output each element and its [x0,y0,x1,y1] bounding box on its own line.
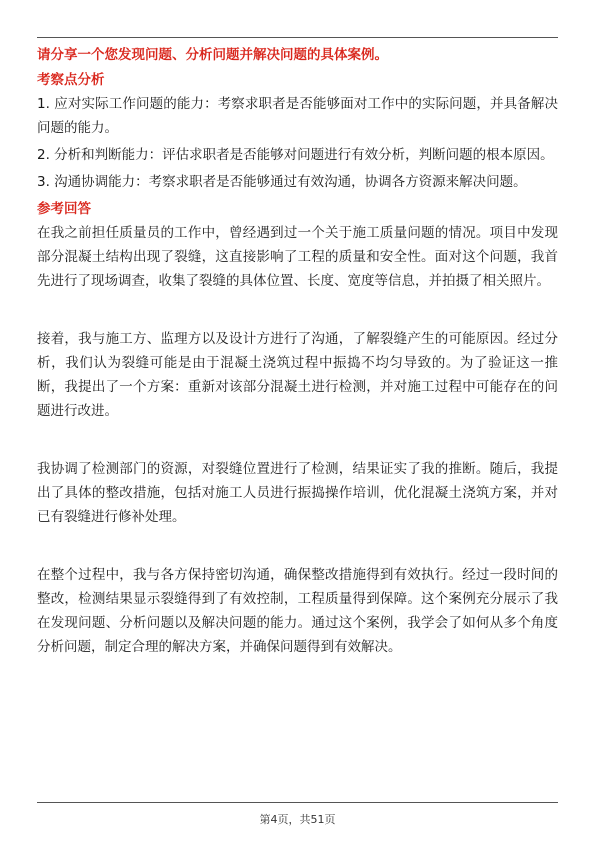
analysis-heading: 考察点分析 [37,72,105,88]
header-divider [37,37,558,38]
question-title: 请分享一个您发现问题、分析问题并解决问题的具体案例。 [37,47,388,63]
analysis-point: 2. 分析和判断能力：评估求职者是否能够对问题进行有效分析，判断问题的根本原因。 [37,147,554,163]
answer-paragraph: 我协调了检测部门的资源，对裂缝位置进行了检测，结果证实了我的推断。随后，我提出了具体的整改措施，包括对施工人员进行振捣操作培训，优化混凝土浇筑方案，并对已有裂缝进行修补处理。 [37,461,558,525]
analysis-point: 1. 应对实际工作问题的能力：考察求职者是否能够面对工作中的实际问题，并具备解决问题的能力。 [37,96,558,136]
document-body [37,43,558,659]
answer-paragraph: 在整个过程中，我与各方保持密切沟通，确保整改措施得到有效执行。经过一段时间的整改，检测结果显示裂缝得到了有效控制，工程质量得到保障。这个案例充分展示了我在发现问题、分析问题以及解决问题的能力。通过这个案例，我学会了如何从多个角度分析问题，制定合理的解决方案，并确保问题得到有效解决。 [37,567,558,655]
page-number: 第4页，共51页 [259,813,336,826]
answer-paragraph: 在我之前担任质量员的工作中，曾经遇到过一个关于施工质量问题的情况。项目中发现部分混凝土结构出现了裂缝，这直接影响了工程的质量和安全性。面对这个问题，我首先进行了现场调查，收集了裂缝的具体位置、长度、宽度等信息，并拍摄了相关照片。 [37,225,558,289]
answer-heading: 参考回答 [37,201,91,217]
footer-divider [37,802,558,803]
analysis-point: 3. 沟通协调能力：考察求职者是否能够通过有效沟通，协调各方资源来解决问题。 [37,174,527,190]
answer-paragraph: 接着，我与施工方、监理方以及设计方进行了沟通，了解裂缝产生的可能原因。经过分析，我们认为裂缝可能是由于混凝土浇筑过程中振捣不均匀导致的。为了验证这一推断，我提出了一个方案：重新对该部分混凝土进行检测，并对施工过程中可能存在的问题进行改进。 [37,331,558,419]
